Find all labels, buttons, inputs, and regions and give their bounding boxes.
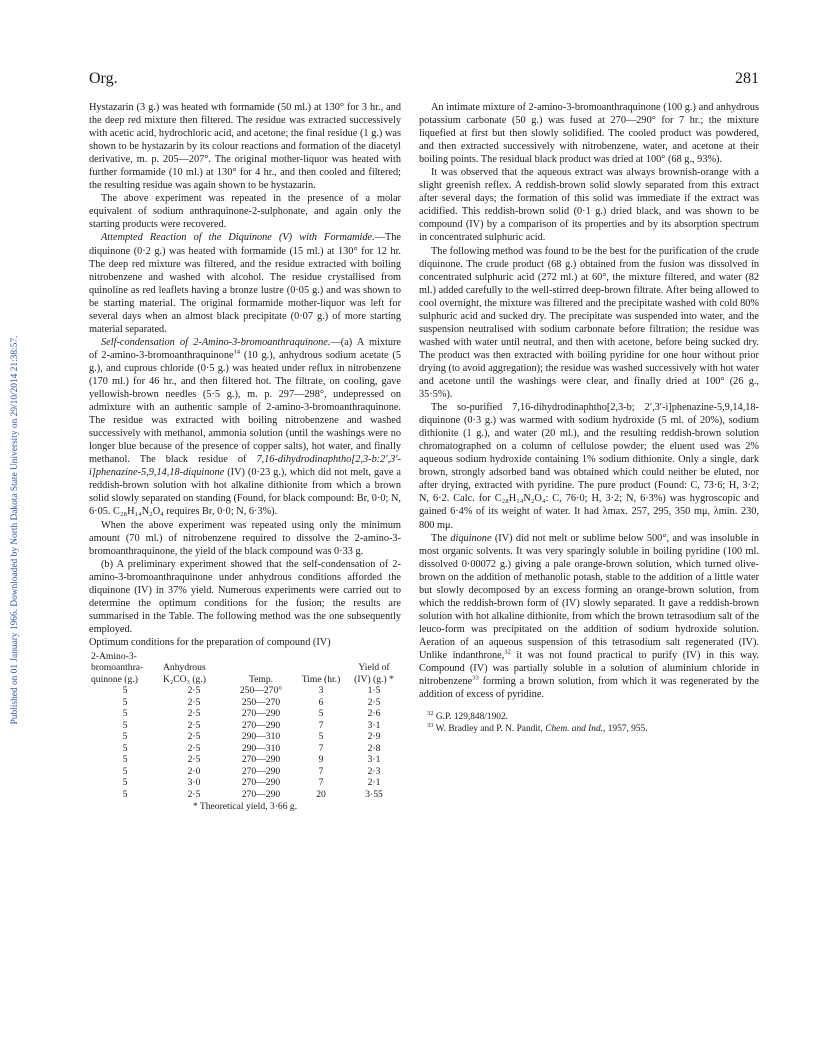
- table-cell: 1·5: [367, 685, 381, 697]
- table-row: [89, 777, 401, 789]
- table-cell: 2·5: [187, 788, 201, 800]
- table-cell: 2·5: [367, 696, 381, 708]
- table-row: [89, 720, 401, 732]
- footnote: $^{32}$ G.P. 129,848/1902.: [427, 710, 508, 723]
- compound-name: 7,16-dihydrodinaphtho[2,3-b:2′,3′-i]phenazine-5,9,14,18-diquinone: [89, 454, 401, 479]
- footnote: $^{33}$ W. Bradley and P. N. Pandit, Chem. and Ind., 1957, 955.: [427, 722, 648, 735]
- table-cell: 2·5: [187, 685, 201, 697]
- table-cell: 250—270: [241, 696, 281, 708]
- table-cell: 2·9: [367, 731, 381, 743]
- paragraph: (b) A preliminary experiment showed that the self-condensation of 2-amino-3-bromoanthraquinone under anhydrous conditions afforded the diquinone (IV) in 37% yield. Numerous experiments were carried out to determine the optimum conditions for the fusion; the results are summarised in the Table. The following method was the one subsequently employed.: [89, 558, 401, 635]
- table-cell: 5: [122, 777, 128, 789]
- table-row: [89, 731, 401, 743]
- table-cell: 7: [318, 719, 324, 731]
- table-cell: 3·0: [187, 777, 201, 789]
- table-footnote: * Theoretical yield, 3·66 g.: [192, 801, 298, 813]
- table-cell: 7: [318, 765, 324, 777]
- table-cell: 270—290: [241, 765, 281, 777]
- table-cell: 2·5: [187, 719, 201, 731]
- paragraph: The following method was found to be the best for the purification of the crude diquinone. The crude product (68 g.) obtained from the fusion was dissolved in concentrated sulphuric acid (272 ml.) at 60°, the mixture filtered, and water (82 ml.) added carefully to the well-stirred deep-brown filtrate. After being allowed to cool overnight, the mixture was filtered and the precipitate washed with cold 80% sulphuric acid and sucked dry. The precipitate was suspended into water, and the suspension neutralised with sodium carbonate before filtration; the residue was washed with water until neutral, and then with acetone, before being sucked dry. The product was then extracted with boiling pyridine for one hour without prior drying (to avoid aggregation); the residue was washed successively with hot water and acetone until the washings were clear, and finally dried at 100° (26 g., 35·5%).: [419, 245, 759, 401]
- table-cell: 7: [318, 742, 324, 754]
- table-row: [89, 708, 401, 720]
- table-cell: 250—270°: [239, 685, 283, 697]
- paragraph: The so-purified 7,16-dihydrodinaphtho[2,3-b; 2′,3′-i]phenazine-5,9,14,18-diquinone (0·3 g.) was warmed with sodium hydroxide (5 ml. of 20%), sodium dithionite (1 g.), and water (20 ml.), and the resulting reddish-brown solution chromatographed on a column of cellulose powder; the eluent used was 2% aqueous sodium hydroxide containing 1% sodium dithionite. Only a single, dark brown, strongly adsorbed band was obtained which could neither be eluted, nor after drying, extracted with pyridine. The pure product (Found: C, 73·6; H, 3·2; N, 6·2. Calc. for C₂₈H₁₄N₂O₄: C, 76·0; H, 3·2; N, 6·3%) was hygroscopic and gained 6·4% of its weight of water. It had λmax. 257, 295, 350 mμ, λmin. 230, 800 mμ.: [419, 402, 759, 531]
- paragraph: It was observed that the aqueous extract was always brownish-orange with a slight greenish reflex. A reddish-brown solid slowly separated from this extract after several days; the formation of this solid was immediate if the extract was acidified. This reddish-brown solid (0·1 g.) dried black, and was shown to be compound (IV) by a comparison of its properties and by its absorption spectrum in concentrated sulphuric acid.: [419, 167, 759, 244]
- table-cell: 2·5: [187, 696, 201, 708]
- paragraph: The diquinone (IV) did not melt or sublime below 500°, and was insoluble in most organic solvents. It was very sparingly soluble in boiling pyridine (100 ml. dissolved 0·00072 g.) giving a pale orange-brown solution, which turned olive-brown on the addition of methanolic potash, stable to the addition of a little water but slowly decomposed by an excess forming an orange-brown solution, from which the reddish-brown form of (IV) slowly separated. It gave a reddish-brown solution with hot alkaline dithionite, from which the brown tetrasodium salt of the leuco-form was precipitated on the addition of sodium hydroxide solution. Aeration of an aqueous suspension of this tetrasodium salt regenerated (IV). Unlike indanthrone,$^{32}$ it was not found practical to purify (IV) in this way. Compound (IV) was partially soluble in a solution of aluminium chloride in nitrobenzene$^{33}$ forming a brown solution, from which it was regenerated by the addition of excess of pyridine.: [419, 532, 759, 701]
- reference-marker: 33: [472, 674, 479, 682]
- table-cell: 7: [318, 777, 324, 789]
- table-header: Anhydrous K₂CO₃ (g.): [163, 662, 206, 685]
- paragraph: When the above experiment was repeated using only the minimum amount (70 ml.) of nitrobenzene required to dissolve the 2-amino-3-bromoanthraquinone, the yield of the black compound was 0·33 g.: [89, 519, 401, 557]
- table-cell: 270—290: [241, 708, 281, 720]
- table-cell: 2·8: [367, 742, 381, 754]
- table-cell: 2·3: [367, 765, 381, 777]
- journal-name: Chem. and Ind.: [545, 724, 604, 735]
- paragraph: The above experiment was repeated in the presence of a molar equivalent of sodium anthraquinone-2-sulphonate, and again only the starting products were recovered.: [89, 193, 401, 231]
- table-caption: Optimum conditions for the preparation of compound (IV): [89, 636, 331, 648]
- table-cell: 5: [122, 731, 128, 743]
- compound-name: diquinone: [450, 532, 492, 544]
- table-cell: 2·0: [187, 765, 201, 777]
- section-heading: Self-condensation of 2-Amino-3-bromoanthraquinone.: [101, 336, 331, 348]
- table-cell: 270—290: [241, 788, 281, 800]
- table-cell: 5: [122, 719, 128, 731]
- table-row: [89, 697, 401, 709]
- table-row: [89, 789, 401, 801]
- table-cell: 2·5: [187, 742, 201, 754]
- right-column: [419, 101, 759, 735]
- download-note: Published on 01 January 1966. Downloaded by North Dakota State University on 29/10/2014 21:38:57.: [10, 335, 20, 725]
- table-cell: 3·1: [367, 754, 381, 766]
- left-column: [89, 101, 401, 814]
- table-row: [89, 766, 401, 778]
- table-cell: 2·5: [187, 754, 201, 766]
- table-cell: 5: [122, 765, 128, 777]
- table-cell: 2·6: [367, 708, 381, 720]
- table-cell: 5: [122, 685, 128, 697]
- table-row: [89, 685, 401, 697]
- formula: C₂₈H₁₄N₂O₄: [113, 506, 164, 518]
- table-cell: 2·5: [187, 731, 201, 743]
- table-cell: 290—310: [241, 742, 281, 754]
- journal-section: Org.: [89, 70, 118, 87]
- table-cell: 5: [318, 731, 324, 743]
- conditions-table: [89, 651, 401, 801]
- table-cell: 290—310: [241, 731, 281, 743]
- table-header: 2-Amino-3-bromoanthra-quinone (g.): [91, 650, 144, 685]
- table-cell: 5: [122, 696, 128, 708]
- paragraph: Hystazarin (3 g.) was heated wth formamide (50 ml.) at 130° for 3 hr., and the deep red mixture then filtered. The residue was extracted successively with acetic acid, hydrochloric acid, and acetone; the final residue (1 g.) was shown to be hystazarin by its colour reactions and formation of the diacetyl derivative, m. p. 205—207°. The original mother-liquor was heated with further formamide (10 ml.) at 130° for 4 hr., and then cooled and filtered; the resulting residue was again shown to be hystazarin.: [89, 102, 401, 192]
- table-cell: 3·1: [367, 719, 381, 731]
- table-cell: 2·1: [367, 777, 381, 789]
- table-cell: 5: [318, 708, 324, 720]
- paragraph: An intimate mixture of 2-amino-3-bromoanthraquinone (100 g.) and anhydrous potassium carbonate (50 g.) was fused at 270—290° for 7 hr.; the mixture liquefied at first but then slowly solidified. The cooled product was powdered, and then extracted successively with nitrobenzene, water, and acetone at their boiling points. The residual black product was dried at 100° (68 g., 93%).: [419, 102, 759, 166]
- section-heading: Attempted Reaction of the Diquinone (V) with Formamide.: [101, 232, 375, 244]
- table-header: Time (hr.): [301, 673, 341, 685]
- table-row: [89, 754, 401, 766]
- table-cell: 3: [318, 685, 324, 697]
- table-cell: 3·55: [365, 788, 383, 800]
- table-header-row: [89, 651, 401, 686]
- table-cell: 5: [122, 788, 128, 800]
- table-header: Temp.: [248, 673, 274, 685]
- table-cell: 270—290: [241, 719, 281, 731]
- table-cell: 5: [122, 742, 128, 754]
- page-number: 281: [735, 70, 759, 87]
- table-cell: 5: [122, 754, 128, 766]
- table-header: Yield of (IV) (g.) *: [354, 662, 394, 685]
- table-row: [89, 743, 401, 755]
- paragraph: Attempted Reaction of the Diquinone (V) with Formamide.—The diquinone (0·2 g.) was heated with formamide (15 ml.) at 130° for 12 hr. The deep red mixture was filtered, and the residue extracted with boiling nitrobenzene and washed with alcohol. The residue crystallised from quinoline as red leaflets having a bronze lustre (0·05 g.) and was shown to be starting material. The original formamide mother-liquor was left for several days when an almost black precipitate (0·07 g.) of more starting material separated.: [89, 232, 401, 335]
- table-cell: 6: [318, 696, 324, 708]
- table-cell: 9: [318, 754, 324, 766]
- reference-marker: 32: [504, 648, 511, 656]
- table-cell: 5: [122, 708, 128, 720]
- paragraph: Self-condensation of 2-Amino-3-bromoanthraquinone.—(a) A mixture of 2-amino-3-bromoanthraquinone$^{14}$ (10 g.), anhydrous sodium acetate (5 g.), and cuprous chloride (0·5 g.) was heated under reflux in nitrobenzene (170 ml.) for 46 hr., and then filtered hot. The filtrate, on cooling, gave yellowish-brown needles (5·5 g.), m. p. 297—298°, undepressed on admixture with an authentic sample of 2-amino-3-bromoanthraquinone. The residue was extracted with boiling nitrobenzene and washed successively with methanol, ammonia solution (until the washings were no longer blue because of the presence of copper salts), hot water, and finally methanol. The black residue of 7,16-dihydrodinaphtho[2,3-b:2′,3′-i]phenazine-5,9,14,18-diquinone (IV) (0·23 g.), which did not melt, gave a reddish-brown solution with hot alkaline dithionite from which a brown solid slowly separated on standing (Found, for black compound: Br, 0·0; N, 6·05. C₂₈H₁₄N₂O₄ requires Br, 0·0; N, 6·3%).: [89, 336, 402, 518]
- download-watermark: [0, 60, 30, 1000]
- table-cell: 2·5: [187, 708, 201, 720]
- reference-marker: 14: [233, 348, 241, 356]
- table-cell: 270—290: [241, 777, 281, 789]
- footnotes: [419, 711, 759, 735]
- table-cell: 20: [316, 788, 326, 800]
- table-cell: 270—290: [241, 754, 281, 766]
